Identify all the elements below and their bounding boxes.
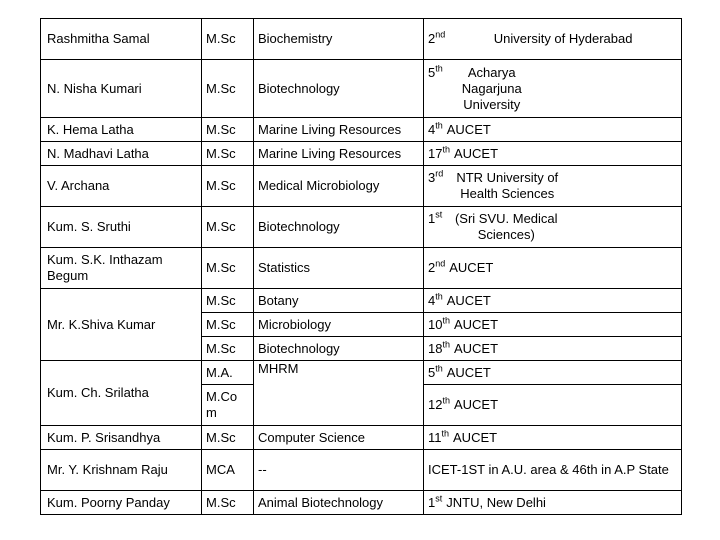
degree: M.Sc <box>202 142 254 166</box>
student-name: Kum. S. Sruthi <box>41 207 202 248</box>
institution: AUCET <box>453 145 499 161</box>
institution: AUCET <box>446 121 491 137</box>
student-name: Kum. S.K. Inthazam Begum <box>41 248 202 289</box>
student-name: N. Madhavi Latha <box>41 142 202 166</box>
student-name: Mr. K.Shiva Kumar <box>41 289 202 361</box>
rank-cell <box>424 313 682 337</box>
rank-suffix: th <box>442 339 450 350</box>
institution: AUCET <box>453 429 498 445</box>
rank-suffix: th <box>435 363 443 374</box>
rank-suffix: st <box>435 209 443 220</box>
degree: M.Co m <box>202 385 254 426</box>
subject: Animal Biotechnology <box>254 491 424 515</box>
table-row <box>41 166 682 207</box>
rank-suffix: th <box>435 120 443 131</box>
table-row <box>41 248 682 289</box>
rank-number: 4 <box>428 292 436 308</box>
subject: Biotechnology <box>254 60 424 118</box>
student-name: Kum. Ch. Srilatha <box>41 361 202 426</box>
subject: Biotechnology <box>254 207 424 248</box>
degree: M.Sc <box>202 426 254 450</box>
degree: MCA <box>202 450 254 491</box>
institution: AUCET <box>453 340 499 356</box>
rank-number: 1 <box>428 211 436 226</box>
rank-cell <box>424 142 682 166</box>
student-name: N. Nisha Kumari <box>41 60 202 118</box>
table-row <box>41 207 682 248</box>
subject: Marine Living Resources <box>254 118 424 142</box>
subject: MHRM <box>254 361 424 426</box>
rank-cell: ICET-1ST in A.U. area & 46th in A.P State <box>424 450 682 491</box>
rank-cell <box>424 19 682 60</box>
institution: (Sri SVU. Medical Sciences) <box>454 211 558 242</box>
institution: AUCET <box>453 316 499 332</box>
rank-number: 10 <box>428 316 443 332</box>
subject: Marine Living Resources <box>254 142 424 166</box>
institution: Acharya Nagarjuna University <box>461 64 522 112</box>
degree: M.Sc <box>202 313 254 337</box>
rank-cell <box>424 248 682 289</box>
rank-suffix: th <box>442 315 450 326</box>
table-row <box>41 426 682 450</box>
institution: University of Hyderabad <box>493 31 633 46</box>
rank-cell <box>424 337 682 361</box>
table-row <box>41 450 682 491</box>
institution: NTR University of Health Sciences <box>456 170 559 201</box>
rank-cell <box>424 118 682 142</box>
institution: AUCET <box>453 397 499 412</box>
rank-suffix: th <box>441 428 450 439</box>
subject: Medical Microbiology <box>254 166 424 207</box>
degree: M.Sc <box>202 166 254 207</box>
student-name: Rashmitha Samal <box>41 19 202 60</box>
rank-number: 4 <box>428 121 436 137</box>
degree: M.Sc <box>202 289 254 313</box>
rank-number: 12 <box>428 397 443 412</box>
subject: Statistics <box>254 248 424 289</box>
student-name: Mr. Y. Krishnam Raju <box>41 450 202 491</box>
rank-cell <box>424 60 682 118</box>
toppers-table <box>40 18 682 515</box>
degree: M.A. <box>202 361 254 385</box>
rank-suffix: nd <box>435 258 446 269</box>
degree: M.Sc <box>202 60 254 118</box>
rank-cell <box>424 385 682 426</box>
degree: M.Sc <box>202 491 254 515</box>
rank-suffix: rd <box>435 168 444 179</box>
rank-number: 1 <box>428 494 436 510</box>
rank-suffix: th <box>442 395 450 406</box>
institution: AUCET <box>446 364 491 380</box>
rank-number: 3 <box>428 170 436 185</box>
table-row <box>41 142 682 166</box>
student-name: Kum. P. Srisandhya <box>41 426 202 450</box>
subject: Biotechnology <box>254 337 424 361</box>
rank-number: 5 <box>428 364 436 380</box>
table-row <box>41 19 682 60</box>
rank-suffix: st <box>435 493 443 504</box>
rank-number: 5 <box>428 64 436 80</box>
subject: -- <box>254 450 424 491</box>
student-name: Kum. Poorny Panday <box>41 491 202 515</box>
institution: JNTU, New Delhi <box>446 494 546 510</box>
rank-cell <box>424 166 682 207</box>
table-row <box>41 491 682 515</box>
degree: M.Sc <box>202 118 254 142</box>
rank-suffix: th <box>435 63 443 74</box>
table-row <box>41 118 682 142</box>
rank-suffix: th <box>435 291 443 302</box>
rank-suffix: th <box>442 144 450 155</box>
institution: AUCET <box>449 260 494 275</box>
table-row <box>41 361 682 385</box>
rank-cell <box>424 491 682 515</box>
subject: Computer Science <box>254 426 424 450</box>
rank-number: 11 <box>428 429 442 445</box>
student-name: V. Archana <box>41 166 202 207</box>
subject: Botany <box>254 289 424 313</box>
rank-number: 2 <box>428 260 436 275</box>
degree: M.Sc <box>202 248 254 289</box>
degree: M.Sc <box>202 19 254 60</box>
rank-cell <box>424 289 682 313</box>
subject: Biochemistry <box>254 19 424 60</box>
rank-number: 2 <box>428 31 436 46</box>
student-name: K. Hema Latha <box>41 118 202 142</box>
table-row <box>41 60 682 118</box>
rank-suffix: nd <box>435 29 446 40</box>
rank-cell <box>424 361 682 385</box>
subject: Microbiology <box>254 313 424 337</box>
degree: M.Sc <box>202 207 254 248</box>
institution: AUCET <box>446 292 491 308</box>
rank-cell <box>424 207 682 248</box>
rank-cell <box>424 426 682 450</box>
rank-number: 18 <box>428 340 443 356</box>
rank-number: 17 <box>428 145 443 161</box>
table-row <box>41 289 682 313</box>
degree: M.Sc <box>202 337 254 361</box>
